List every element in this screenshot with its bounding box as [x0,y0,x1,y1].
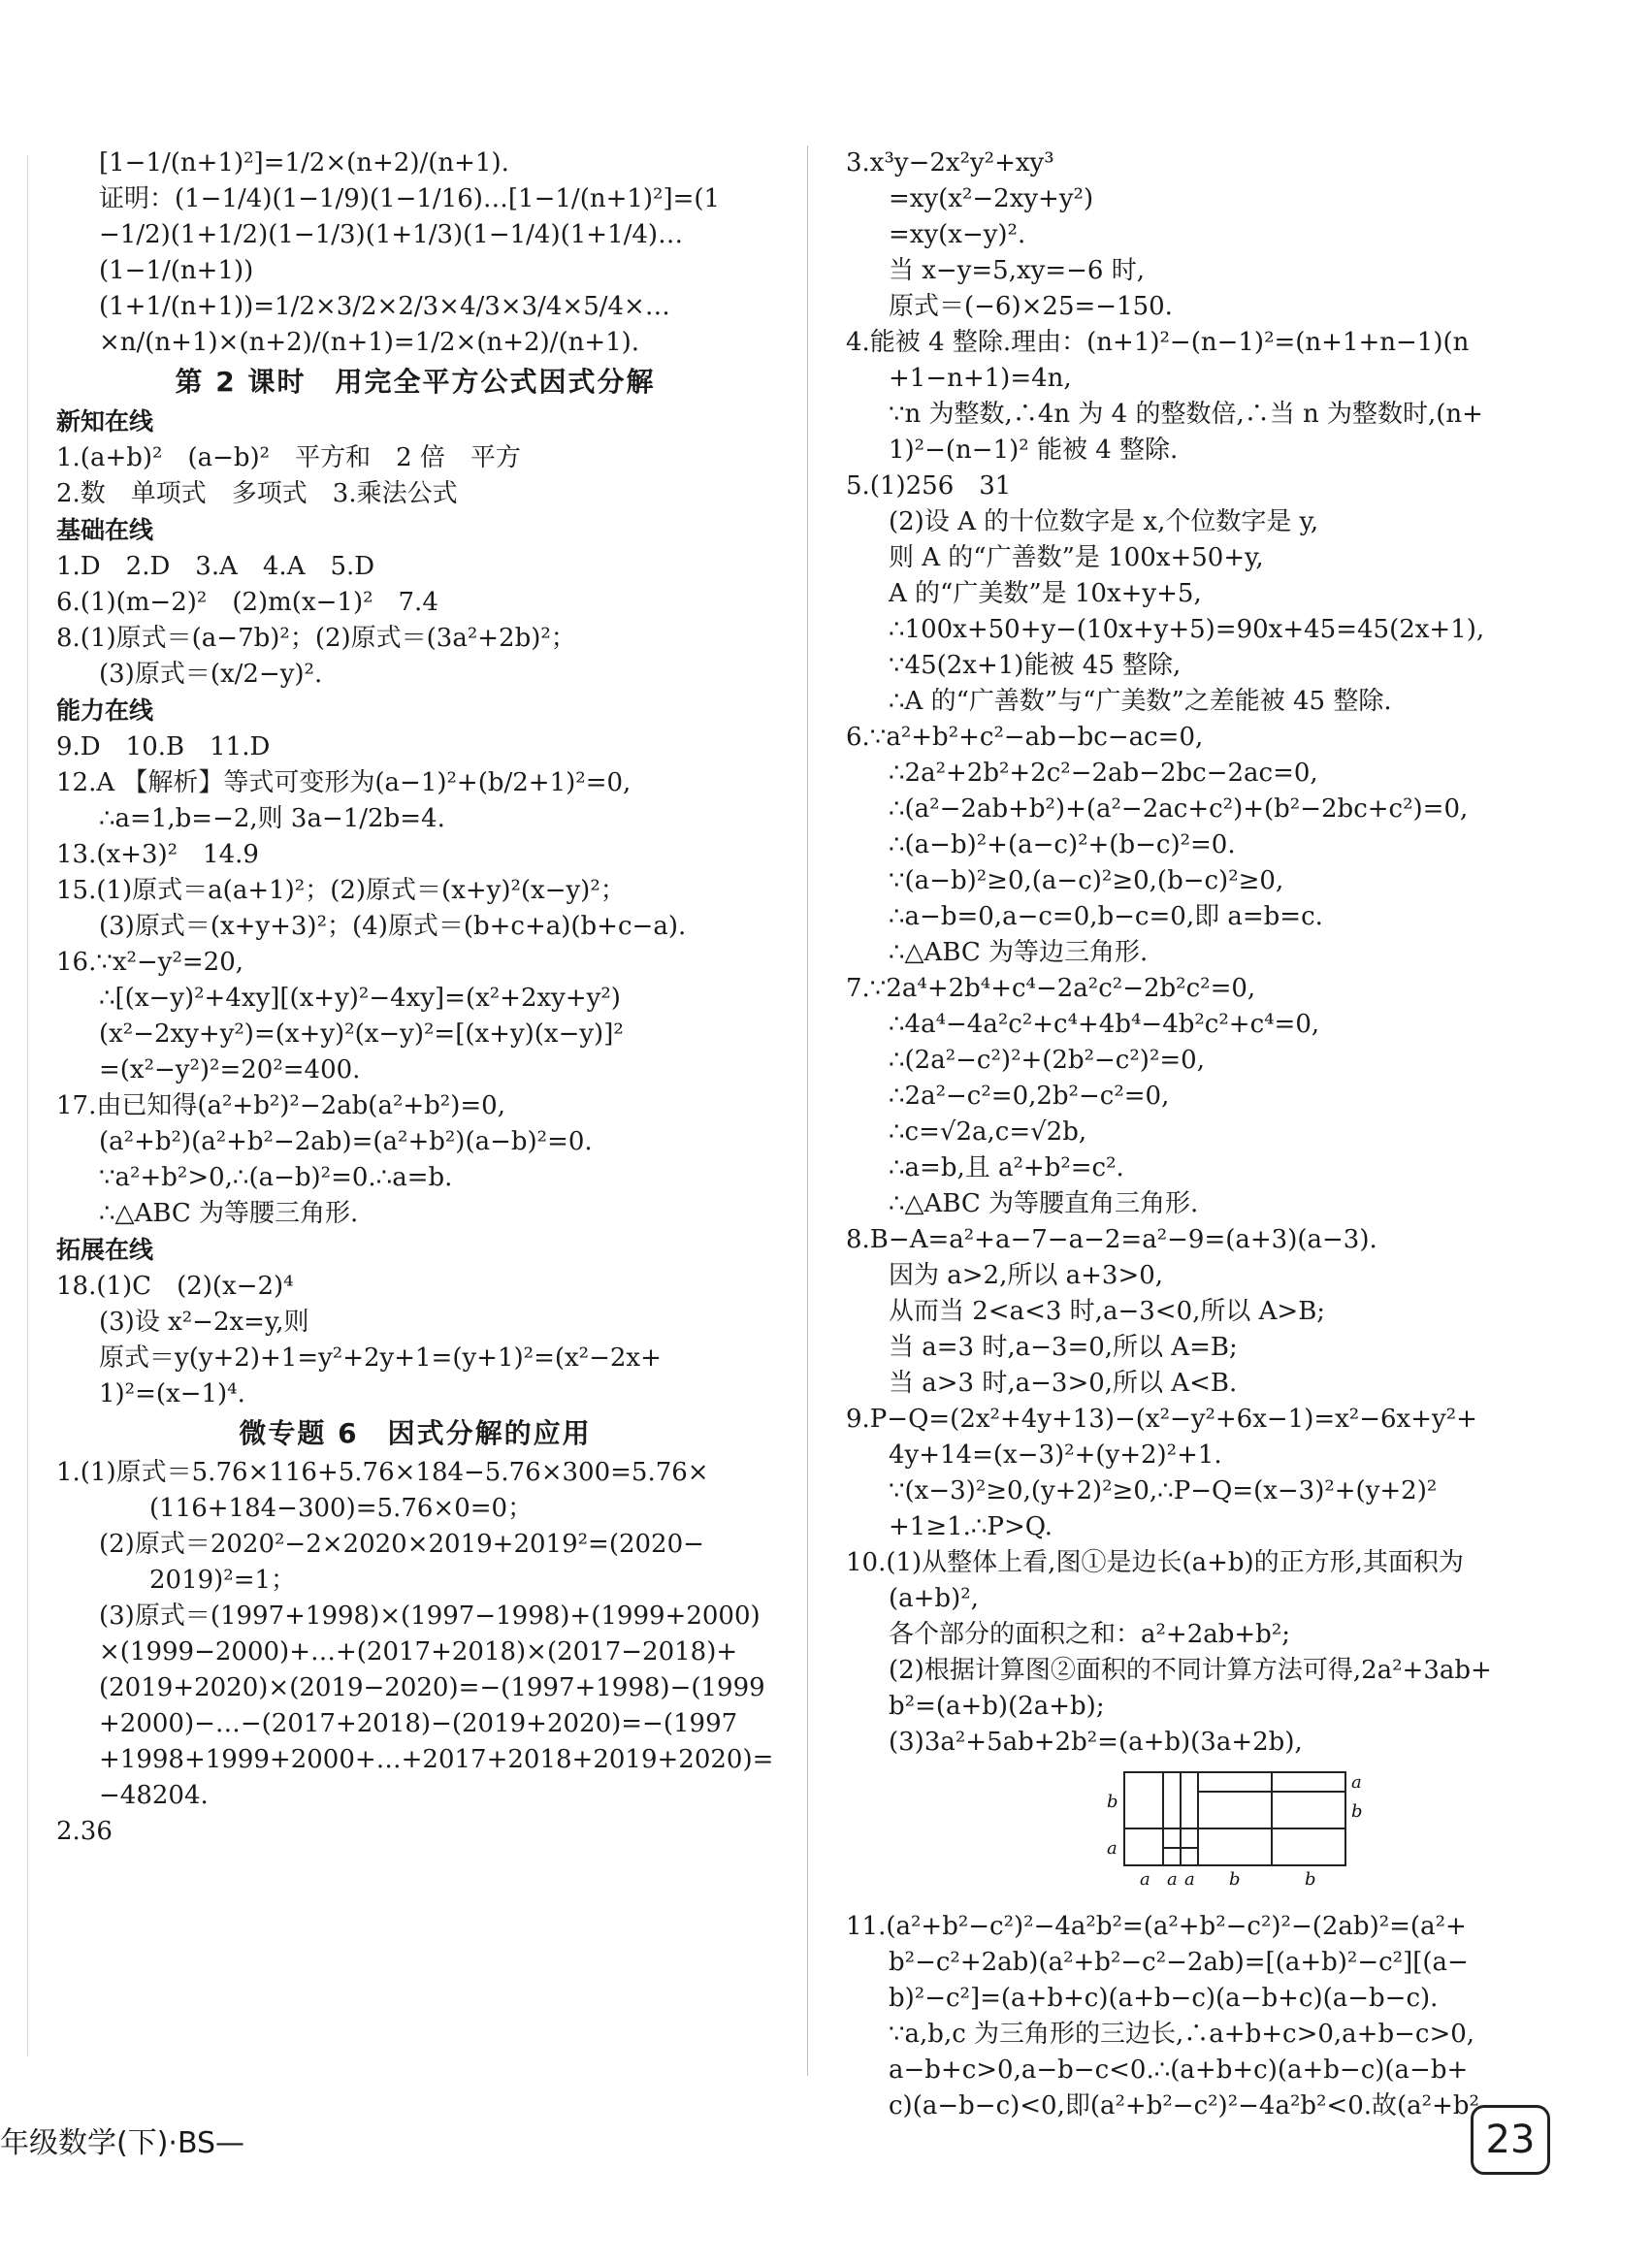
answer-line: 13.(x+3)² 14.9 [56,840,259,869]
fig-label-bottom: b [1229,1869,1241,1887]
answer-line: b)²−c²]=(a+b+c)(a+b−c)(a−b+c)(a−b−c). [889,1984,1439,2013]
answer-line: ∴[(x−y)²+4xy][(x+y)²−4xy]=(x²+2xy+y²) [99,984,621,1013]
answer-line: ∵45(2x+1)能被 45 整除, [889,651,1182,680]
answer-line: ∵(x−3)²≥0,(y+2)²≥0,∴P−Q=(x−3)²+(y+2)² [889,1476,1438,1505]
answer-line: ∵n 为整数,∴4n 为 4 的整数倍,∴当 n 为整数时,(n+ [889,400,1483,429]
left-margin-rule [27,155,28,2056]
answer-line: ∴(a−b)²+(a−c)²+(b−c)²=0. [889,830,1236,859]
answer-line: b²=(a+b)(2a+b); [889,1692,1105,1721]
right-column [846,146,1569,2124]
answer-line: A 的“广美数”是 10x+y+5, [889,579,1202,608]
answer-line: 1)²−(n−1)² 能被 4 整除. [889,436,1179,465]
answer-line: (2019+2020)×(2019−2020)=−(1997+1998)−(1999 [99,1673,765,1702]
answer-line: c)(a−b−c)<0,即(a²+b²−c²)²−4a²b²<0.故(a²+b² [889,2091,1479,2120]
answer-line: 10.(1)从整体上看,图①是边长(a+b)的正方形,其面积为 [846,1548,1464,1577]
answer-line: 从而当 2<a<3 时,a−3<0,所以 A>B; [889,1297,1326,1326]
answer-line: ∴(a²−2ab+b²)+(a²−2ac+c²)+(b²−2bc+c²)=0, [889,794,1469,824]
answer-line: ∴△ABC 为等腰三角形. [99,1199,359,1228]
answer-line: (2)根据计算图②面积的不同计算方法可得,2a²+3ab+ [889,1656,1492,1685]
answer-line: (116+184−300)=5.76×0=0； [149,1494,534,1523]
answer-line: 2.数 单项式 多项式 3.乘法公式 [56,479,458,508]
answer-line: ∴2a²−c²=0,2b²−c²=0, [889,1082,1170,1111]
answer-line: 3.x³y−2x²y²+xy³ [846,148,1054,178]
fig-label-left-b: b [1107,1792,1118,1812]
answer-line: (a²+b²)(a²+b²−2ab)=(a²+b²)(a−b)²=0. [99,1127,593,1156]
fig-label-bottom: a [1184,1869,1195,1887]
answer-line: ∵a,b,c 为三角形的三边长,∴a+b+c>0,a+b−c>0, [889,2020,1475,2049]
fig-label-bottom: a [1167,1869,1178,1887]
answer-line: 8.(1)原式＝(a−7b)²；(2)原式＝(3a²+2b)²； [56,624,576,653]
answer-line: (2)设 A 的十位数字是 x,个位数字是 y, [889,507,1319,536]
lesson-heading: 第 2 课时 用完全平方公式因式分解 [175,366,656,398]
fig-label-right-b: b [1351,1801,1363,1822]
fig-label-right-a: a [1351,1772,1362,1793]
answer-line: 6.(1)(m−2)² (2)m(x−1)² 7.4 [56,588,438,617]
column-divider [807,146,808,2076]
answer-line: 当 x−y=5,xy=−6 时, [889,256,1145,285]
answer-line: ∴△ABC 为等边三角形. [889,938,1149,967]
answer-line: ∵a²+b²>0,∴(a−b)²=0.∴a=b. [99,1163,453,1192]
answer-line: ×n/(n+1)×(n+2)/(n+1)=1/2×(n+2)/(n+1). [99,328,640,357]
answer-line: ∴(2a²−c²)²+(2b²−c²)²=0, [889,1046,1205,1075]
answer-line: 原式＝(−6)×25=−150. [889,292,1173,321]
answer-line: ×(1999−2000)+…+(2017+2018)×(2017−2018)+ [99,1637,738,1666]
answer-line: =(x²−y²)²=20²=400. [99,1055,361,1084]
fig-label-bottom: a [1140,1869,1150,1887]
answer-line: ∴△ABC 为等腰直角三角形. [889,1189,1199,1218]
answer-line: 2019)²=1； [149,1566,297,1595]
answer-line: b²−c²+2ab)(a²+b²−c²−2ab)=[(a+b)²−c²][(a− [889,1948,1469,1977]
answer-line: ∴A 的“广善数”与“广美数”之差能被 45 整除. [889,687,1392,716]
answer-line: +1−n+1)=4n, [889,364,1072,393]
answer-line: 16.∵x²−y²=20, [56,948,244,977]
answer-line: 原式＝y(y+2)+1=y²+2y+1=(y+1)²=(x²−2x+ [99,1343,662,1373]
answer-line: 17.由已知得(a²+b²)²−2ab(a²+b²)=0, [56,1091,505,1120]
answer-line: 则 A 的“广善数”是 100x+50+y, [889,543,1264,572]
answer-line: (3)原式＝(1997+1998)×(1997−1998)+(1999+2000) [99,1602,761,1631]
area-model-figure [1103,1768,1375,1887]
answer-line: 4.能被 4 整除.理由：(n+1)²−(n−1)²=(n+1+n−1)(n [846,328,1470,357]
answer-line: ∴a=b,且 a²+b²=c². [889,1153,1124,1182]
answer-line: ∴a=1,b=−2,则 3a−1/2b=4. [99,804,445,833]
answer-line: +2000)−…−(2017+2018)−(2019+2020)=−(1997 [99,1709,738,1738]
fig-label-bottom: b [1305,1869,1316,1887]
answer-line: (3)原式＝(x+y+3)²；(4)原式＝(b+c+a)(b+c−a). [99,912,687,941]
answer-line: ∴a−b=0,a−c=0,b−c=0,即 a=b=c. [889,902,1323,931]
answer-line: 15.(1)原式＝a(a+1)²；(2)原式＝(x+y)²(x−y)²； [56,876,626,905]
answer-line: 18.(1)C (2)(x−2)⁴ [56,1272,294,1301]
answer-line: (a+b)², [889,1584,979,1613]
answer-line: ∴4a⁴−4a²c²+c⁴+4b⁴−4b²c²+c⁴=0, [889,1010,1320,1039]
answer-line: 1.D 2.D 3.A 4.A 5.D [56,552,375,581]
lesson-heading: 微专题 6 因式分解的应用 [239,1417,592,1449]
fig-label-left-a: a [1107,1838,1118,1859]
answer-line: 1.(a+b)² (a−b)² 平方和 2 倍 平方 [56,443,521,472]
left-column [56,146,774,1850]
section-heading: 能力在线 [56,696,154,725]
answer-line: ∴c=√2a,c=√2b, [889,1117,1087,1147]
answer-line: a−b+c>0,a−b−c<0.∴(a+b+c)(a+b−c)(a−b+ [889,2055,1469,2085]
answer-line: 当 a>3 时,a−3>0,所以 A<B. [889,1369,1238,1398]
answer-line: 证明：(1−1/4)(1−1/9)(1−1/16)…[1−1/(n+1)²]=(1 [99,184,721,213]
answer-line: =xy(x²−2xy+y²) [889,184,1094,213]
answer-line: 9.D 10.B 11.D [56,732,271,761]
answer-line: +1998+1999+2000+…+2017+2018+2019+2020)= [99,1745,774,1774]
answer-line: ∵(a−b)²≥0,(a−c)²≥0,(b−c)²≥0, [889,866,1284,895]
answer-line: 4y+14=(x−3)²+(y+2)²+1. [889,1440,1222,1470]
answer-line: +1≥1.∴P>Q. [889,1512,1053,1541]
answer-line: 9.P−Q=(2x²+4y+13)−(x²−y²+6x−1)=x²−6x+y²+ [846,1405,1477,1434]
answer-line: −48204. [99,1781,209,1810]
answer-line: (3)3a²+5ab+2b²=(a+b)(3a+2b), [889,1728,1303,1757]
section-heading: 拓展在线 [56,1236,154,1264]
answer-line: (2)原式＝2020²−2×2020×2019+2019²=(2020− [99,1530,704,1559]
answer-line: −1/2)(1+1/2)(1−1/3)(1+1/3)(1−1/4)(1+1/4)… [99,220,684,249]
section-heading: 基础在线 [56,516,154,544]
answer-line: (3)原式＝(x/2−y)². [99,660,323,689]
answer-line: ∴100x+50+y−(10x+y+5)=90x+45=45(2x+1), [889,615,1485,644]
answer-line: (1−1/(n+1))(1+1/(n+1))=1/2×3/2×2/3×4/3×3/4×5/4×… [99,256,670,321]
answer-line: 1)²=(x−1)⁴. [99,1379,245,1408]
answer-line: 7.∵2a⁴+2b⁴+c⁴−2a²c²−2b²c²=0, [846,974,1256,1003]
answer-line: 各个部分的面积之和：a²+2ab+b²; [889,1620,1291,1649]
section-heading: 新知在线 [56,407,154,436]
answer-line: 2.36 [56,1817,113,1846]
answer-line: 12.A 【解析】等式可变形为(a−1)²+(b/2+1)²=0, [56,768,632,797]
answer-line: 11.(a²+b²−c²)²−4a²b²=(a²+b²−c²)²−(2ab)²=(a²+ [846,1912,1467,1941]
answer-line: (3)设 x²−2x=y,则 [99,1308,309,1337]
answer-line: ∴2a²+2b²+2c²−2ab−2bc−2ac=0, [889,759,1318,788]
answer-line: 因为 a>2,所以 a+3>0, [889,1261,1164,1290]
book-title-footer: 年级数学(下)·BS— [0,2126,245,2160]
page-number-badge: 23 [1471,2105,1550,2175]
answer-line: 6.∵a²+b²+c²−ab−bc−ac=0, [846,723,1204,752]
answer-line: (x²−2xy+y²)=(x+y)²(x−y)²=[(x+y)(x−y)]² [99,1019,624,1049]
answer-line: 1.(1)原式＝5.76×116+5.76×184−5.76×300=5.76× [56,1458,709,1487]
answer-line: =xy(x−y)². [889,220,1026,249]
answer-line: 8.B−A=a²+a−7−a−2=a²−9=(a+3)(a−3). [846,1225,1377,1254]
answer-line: 当 a=3 时,a−3=0,所以 A=B; [889,1333,1238,1362]
answer-line: [1−1/(n+1)²]=1/2×(n+2)/(n+1). [99,148,509,178]
answer-line: 5.(1)256 31 [846,471,1012,501]
